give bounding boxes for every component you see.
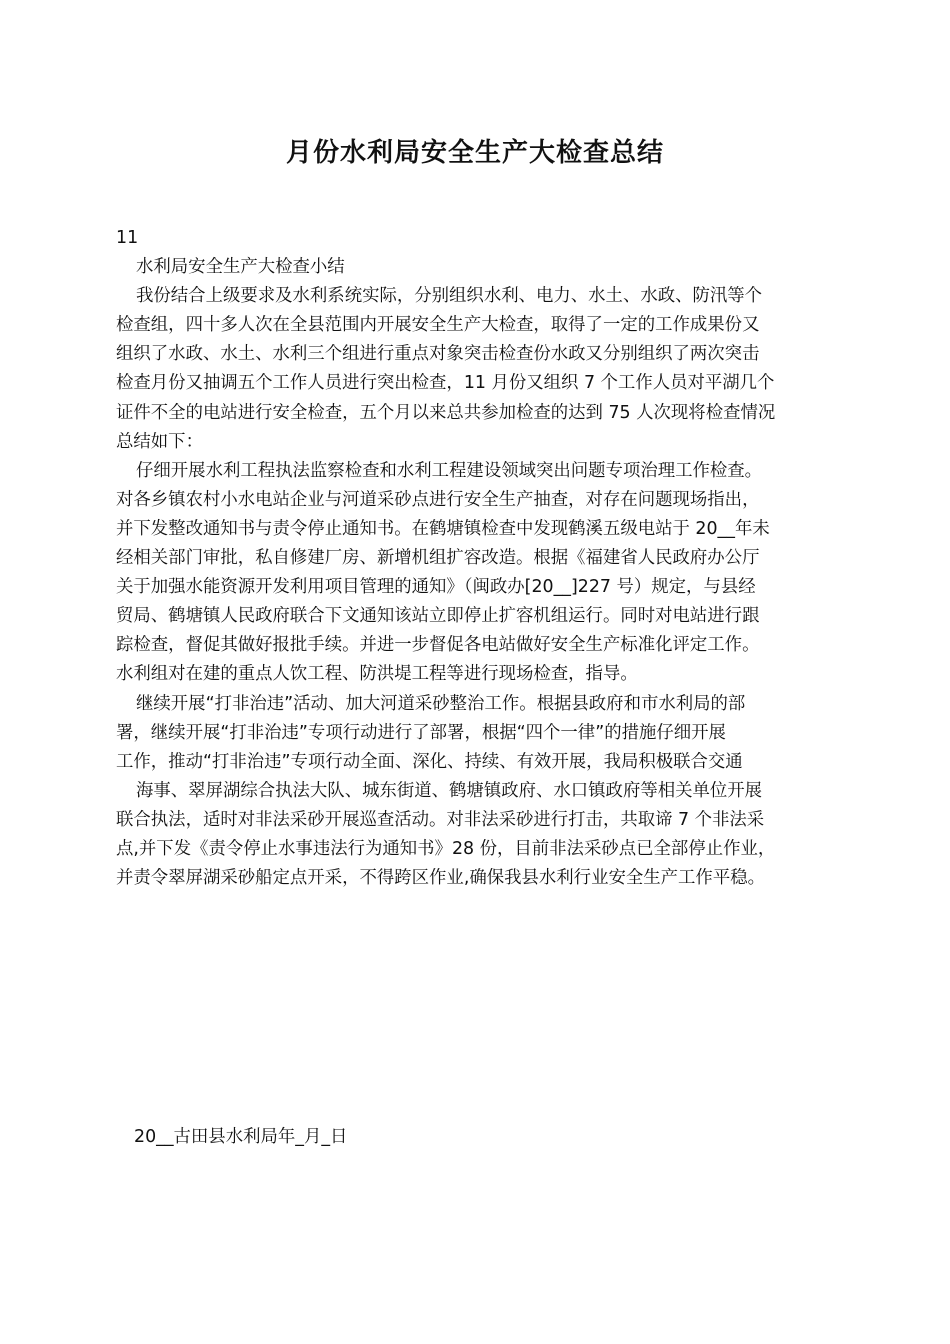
body-line: 并下发整改通知书与责令停止通知书。在鹤塘镇检查中发现鹤溪五级电站于 20__年未 [116, 518, 770, 539]
body-line: 经相关部门审批，私自修建厂房、新增机组扩容改造。根据《福建省人民政府办公厅 [116, 548, 760, 569]
signature-date: 20__古田县水利局年_月_日 [134, 1127, 348, 1147]
document-title: 月份水利局安全生产大检查总结 [285, 138, 664, 168]
body-line: 11 [116, 228, 139, 248]
body-line: 踪检查，督促其做好报批手续。并进一步督促各电站做好安全生产标准化评定工作。 [116, 635, 760, 656]
body-line: 水利组对在建的重点人饮工程、防洪堤工程等进行现场检查，指导。 [116, 664, 638, 685]
body-line: 检查月份又抽调五个工作人员进行突出检查，11 月份又组织 7 个工作人员对平湖几个 [116, 373, 775, 394]
body-line: 海事、翠屏湖综合执法大队、城东街道、鹤塘镇政府、水口镇政府等相关单位开展 [136, 780, 763, 801]
body-line: 总结如下： [116, 431, 203, 452]
body-line: 组织了水政、水土、水利三个组进行重点对象突击检查份水政又分别组织了两次突击 [116, 344, 760, 365]
body-line: 证件不全的电站进行安全检查，五个月以来总共参加检查的达到 75 人次现将检查情况 [116, 402, 776, 423]
body-line: 贸局、鹤塘镇人民政府联合下文通知该站立即停止扩容机组运行。同时对电站进行跟 [116, 606, 760, 627]
body-line: 对各乡镇农村小水电站企业与河道采砂点进行安全生产抽查，对存在问题现场指出， [116, 489, 760, 510]
body-line: 点,并下发《责令停止水事违法行为通知书》28 份，目前非法采砂点已全部停止作业， [116, 838, 776, 859]
document-body [116, 224, 836, 893]
body-line: 署，继续开展“打非治违”专项行动进行了部署，根据“四个一律”的措施仔细开展 [116, 722, 726, 743]
body-line: 检查组，四十多人次在全县范围内开展安全生产大检查，取得了一定的工作成果份又 [116, 315, 760, 336]
body-line: 工作，推动“打非治违”专项行动全面、深化、持续、有效开展，我局积极联合交通 [116, 751, 743, 772]
body-line: 并责令翠屏湖采砂船定点开采，不得跨区作业,确保我县水利行业安全生产工作平稳。 [116, 868, 765, 889]
body-line: 我份结合上级要求及水利系统实际，分别组织水利、电力、水土、水政、防汛等个 [136, 286, 763, 307]
body-line: 仔细开展水利工程执法监察检查和水利工程建设领域突出问题专项治理工作检查。 [136, 460, 763, 481]
body-line: 继续开展“打非治违”活动、加大河道采砂整治工作。根据县政府和市水利局的部 [136, 693, 746, 714]
body-line: 关于加强水能资源开发利用项目管理的通知》（闽政办[20__]227 号）规定，与县经 [116, 577, 756, 598]
body-line: 水利局安全生产大检查小结 [136, 257, 345, 278]
body-line: 联合执法，适时对非法采砂开展巡查活动。对非法采砂进行打击，共取谛 7 个非法采 [116, 809, 765, 830]
